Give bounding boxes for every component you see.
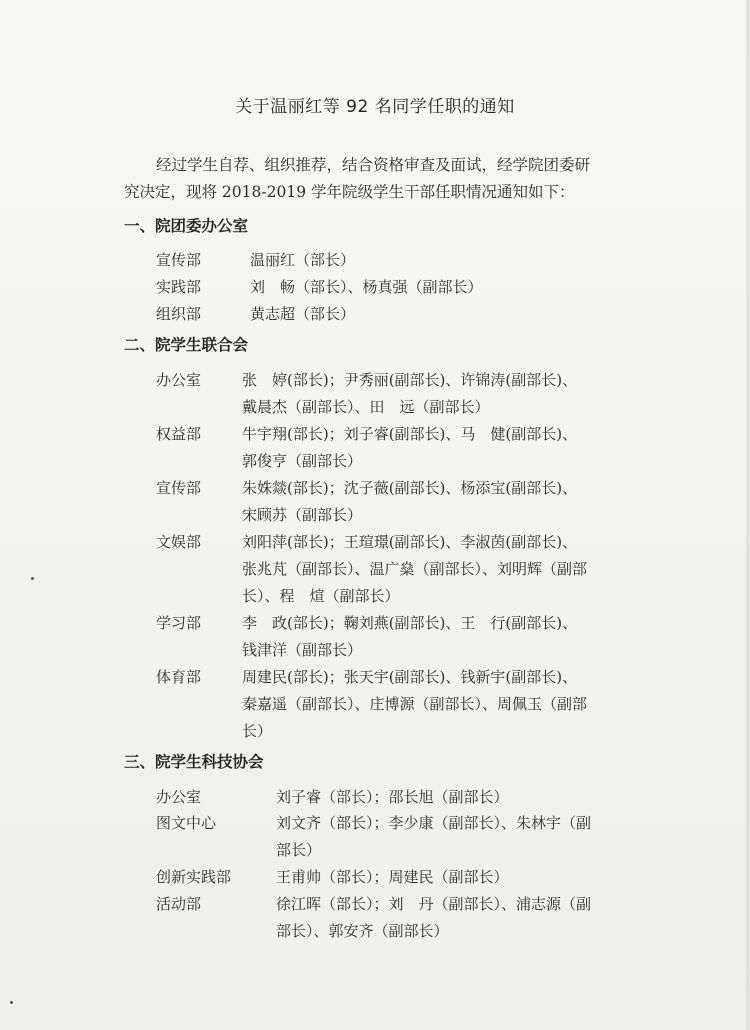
dept-label: 图文中心 bbox=[156, 814, 217, 832]
dept-label: 组织部 bbox=[156, 305, 202, 323]
section-heading-1: 一、院团委办公室 bbox=[124, 217, 249, 235]
dept-members: 刘子睿（部长）；邵长旭（副部长） bbox=[276, 788, 509, 806]
dept-members: 张 婷(部长)；尹秀丽(副部长)、许锦涛(副部长)、 bbox=[242, 371, 578, 389]
scan-edge bbox=[746, 0, 750, 1030]
dept-label: 学习部 bbox=[156, 614, 202, 632]
dept-label: 文娱部 bbox=[156, 533, 202, 551]
dept-label: 宣传部 bbox=[156, 251, 202, 269]
dept-members: 李 政(部长)；鞠刘燕(副部长)、王 行(副部长)、 bbox=[242, 614, 578, 632]
dept-members: 郭俊亨（副部长） bbox=[242, 452, 363, 470]
dept-members: 刘阳萍(部长)；王瑄璟(副部长)、李淑茵(副部长)、 bbox=[242, 533, 578, 551]
intro-line-2: 究决定，现将 2018-2019 学年院级学生干部任职情况通知如下： bbox=[124, 183, 575, 201]
dept-label: 权益部 bbox=[156, 425, 202, 443]
dept-members: 牛宇翔(部长)；刘子睿(副部长)、马 健(副部长)、 bbox=[242, 425, 578, 443]
dept-members: 长）、程 煊（副部长） bbox=[242, 587, 400, 605]
dept-members: 刘 畅（部长）、杨真强（副部长） bbox=[250, 278, 483, 296]
dept-members: 朱姝燚(部长)；沈子薇(副部长)、杨添宝(副部长)、 bbox=[242, 479, 578, 497]
dept-label: 实践部 bbox=[156, 278, 202, 296]
dept-label: 活动部 bbox=[156, 895, 202, 913]
intro-line-1: 经过学生自荐、组织推荐，结合资格审查及面试，经学院团委研 bbox=[156, 156, 591, 174]
dept-label: 宣传部 bbox=[156, 479, 202, 497]
scan-speck bbox=[10, 1001, 13, 1004]
dept-label: 办公室 bbox=[156, 788, 202, 806]
dept-members: 戴晨杰（副部长）、田 远（副部长） bbox=[242, 398, 490, 416]
dept-members: 周建民(部长)；张天宇(副部长)、钱新宇(副部长)、 bbox=[242, 668, 578, 686]
dept-members: 徐江晖（部长）；刘 丹（副部长）、浦志源（副 bbox=[276, 895, 592, 913]
dept-label: 创新实践部 bbox=[156, 868, 232, 886]
dept-members: 温丽红（部长） bbox=[250, 251, 356, 269]
dept-members: 部长）、郭安齐（副部长） bbox=[276, 922, 449, 940]
dept-members: 长） bbox=[242, 722, 273, 740]
notice-title: 关于温丽红等 92 名同学任职的通知 bbox=[235, 97, 515, 117]
dept-members: 张兆芃（副部长）、温广燊（副部长）、刘明辉（副部 bbox=[242, 560, 588, 578]
dept-members: 部长） bbox=[276, 841, 322, 859]
dept-label: 办公室 bbox=[156, 371, 202, 389]
dept-members: 钱津洋（副部长） bbox=[242, 641, 363, 659]
scan-speck bbox=[31, 577, 34, 580]
section-heading-3: 三、院学生科技协会 bbox=[124, 753, 264, 771]
dept-members: 黄志超（部长） bbox=[250, 305, 356, 323]
section-heading-2: 二、院学生联合会 bbox=[124, 336, 249, 354]
dept-members: 宋顾苏（副部长） bbox=[242, 506, 363, 524]
dept-members: 刘文齐（部长）；李少康（副部长）、朱林宇（副 bbox=[276, 814, 592, 832]
dept-label: 体育部 bbox=[156, 668, 202, 686]
dept-members: 王甫帅（部长）；周建民（副部长） bbox=[276, 868, 509, 886]
dept-members: 秦嘉遥（副部长）、庄博源（副部长）、周佩玉（副部 bbox=[242, 695, 588, 713]
